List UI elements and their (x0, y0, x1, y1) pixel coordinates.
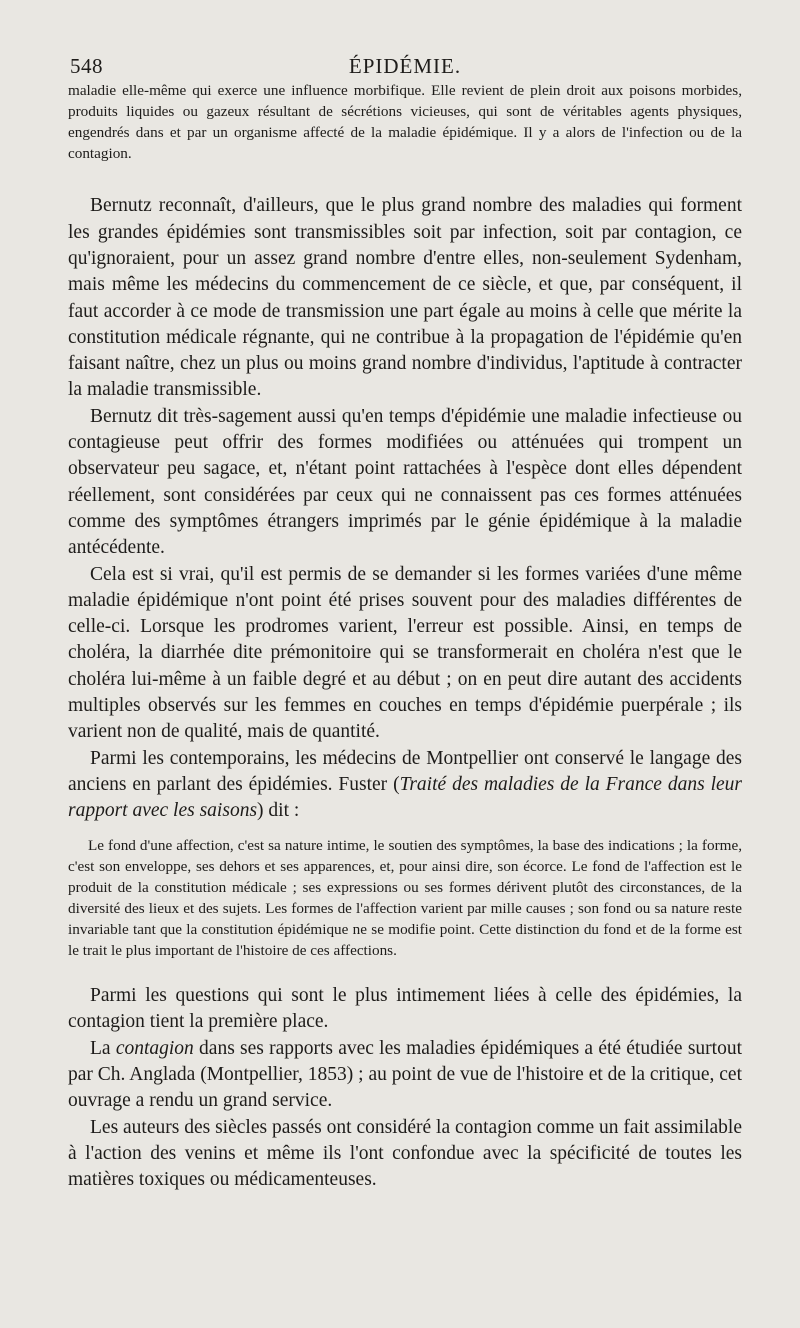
quote-gap-after (68, 961, 742, 983)
contagion-term: contagion (115, 1037, 194, 1059)
fuster-text-before: Parmi les contemporains, les médecins de Montpellier ont conservé le langage des anciens en parlant des épidémies. Fuster ( (68, 747, 742, 795)
paragraph-bernutz-transmission: Bernutz reconnaît, d'ailleurs, que le plus grand nombre des maladies qui forment les grandes épidémies sont transmissibles soit par infection, soit par contagion, ce qu'ignoraient, pour un assez grand nombre d'entre elles, non-seulement Sydenham, mais même les médecins du commencement de ce siècle, et que, par conséquent, il faut accorder à ce mode de transmission une part égale au moins à celle que mérite la constitution médicale régnante, qui ne contribue à la propagation de l'épidémie qu'en faisant naître, chez un plus ou moins grand nombre d'individus, l'aptitude à contracter la maladie transmissible. (68, 195, 742, 401)
page-header-title: ÉPIDÉMIE. (348, 54, 462, 78)
paragraph-varied-forms: Cela est si vrai, qu'il est permis de se demander si les formes variées d'une même maladie épidémique n'ont point été prises souvent pour des maladies différentes de celle-ci. Lorsque les prodromes varient, l'erreur est possible. Ainsi, en temps de choléra, la diarrhée dite prémonitoire qui se transformerait en choléra n'est que le choléra lui-même à un faible degré et au début ; on en peut dire autant des accidents multiples observés sur les femmes en couches en temps d'épidémie puerpérale ; ils varient non de qualité, mais de quantité. (68, 563, 742, 743)
fuster-text-after: ) dit : (257, 800, 300, 822)
quote-gap-before (68, 825, 742, 835)
running-head (68, 48, 742, 80)
continued-paragraph: maladie elle-même qui exerce une influence morbifique. Elle revient de plein droit aux poisons morbides, produits liquides ou gazeux résultant de sécrétions vicieuses, qui sont de véritables agents physiques, engendrés dans et par un organisme affecté de la maladie épidémique. Il y a alors de l'infection ou de la contagion. (68, 82, 742, 163)
fuster-quotation: Le fond d'une affection, c'est sa nature intime, le soutien des symptômes, la base des indications ; la forme, c'est son enveloppe, ses dehors et ses apparences, et, pour ainsi dire, son écorce. Le fond de l'affection est le produit de la constitution médicale ; ses expressions ou ses formes dérivent plutôt des circonstances, de la diversité des lieux et des sujets. Les formes de l'affection varient par mille causes ; son fond ou sa nature reste invariable tant que la constitution épidémique ne se modifie point. Cette distinction du fond et de la forme est le trait le plus important de l'histoire de ces affections. (68, 836, 742, 959)
page-number: 548 (70, 54, 103, 78)
fuster-book-title: Traité des maladies de la France dans leur rapport avec les saisons (68, 773, 742, 822)
anglada-text-before: La (90, 1037, 116, 1059)
paragraph-bernutz-attenuated-forms: Bernutz dit très-sagement aussi qu'en temps d'épidémie une maladie infectieuse ou contagieuse peut offrir des formes modifiées ou atténuées qui trompent un observateur peu sagace, et, n'étant point rattachées à l'espèce dont elles dépendent réellement, sont considérées par ceux qui ne connaissent pas ces formes atténuées comme des symptômes étrangers imprimés par le génie épidémique à la maladie antécédente. (68, 405, 742, 559)
paragraph-contagion-question: Parmi les questions qui sont le plus intimement liées à celle des épidémies, la contagion tient la première place. (68, 985, 742, 1033)
paragraph-anglada (68, 1036, 742, 1115)
section-gap (68, 164, 742, 193)
paragraph-fuster (68, 746, 742, 825)
paragraph-past-authors: Les auteurs des siècles passés ont considéré la contagion comme un fait assimilable à l'action des venins et même ils l'ont confondue avec la spécificité de toutes les matières toxiques ou médicamenteuses. (68, 1116, 742, 1191)
anglada-text-after: dans ses rapports avec les maladies épidémiques a été étudiée surtout par Ch. Anglada (Montpellier, 1853) ; au point de vue de l'histoire et de la critique, cet ouvrage a rendu un grand service. (68, 1037, 742, 1112)
